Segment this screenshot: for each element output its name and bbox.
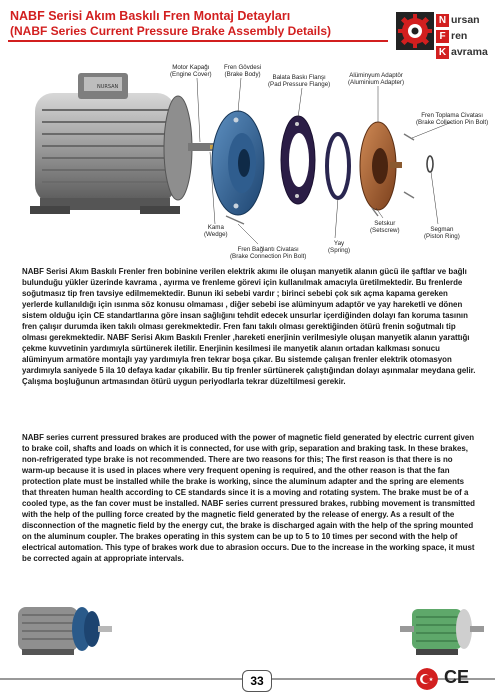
logo-word: ren	[451, 30, 468, 42]
motor-image	[30, 73, 222, 214]
label-connection-pin: Fren Bağlantı Civatası (Brake Connection Pin Bolt)	[230, 246, 307, 261]
gear-logo-icon	[396, 12, 434, 50]
logo-letter: K	[436, 46, 449, 59]
label-spring: Yay (Spring)	[328, 240, 351, 255]
page-number: 33	[242, 670, 272, 692]
pad-pressure-flange-image	[281, 116, 315, 204]
turkish-flag-icon	[416, 668, 438, 690]
logo-word: avrama	[451, 46, 488, 58]
brake-motor-photo-left	[8, 593, 118, 665]
ce-mark-icon: CE	[444, 667, 470, 687]
piston-ring-image	[427, 156, 433, 172]
label-setscrew: Setskur (Setscrew)	[370, 220, 400, 235]
logo-word: ursan	[451, 14, 480, 26]
logo-letter: F	[436, 30, 449, 43]
label-aluminum-adapter: Alüminyum Adaptör (Aluminium Adapter)	[348, 72, 405, 87]
paragraph-english: NABF series current pressured brakes are produced with the power of magnetic field generated by electric current given to brake coil, shafts and loads on which it is connected, for use with grip, separation and braking task. In these brakes, non-refrigerated type brake is not recommended. There are two reasons for this; The first reason is that there is no warm-up because it is used in places where very frequent opening is required, and the other reason is that the fan protection plate must be installed while the brake is working, since the aluminum adapter and the spring are elements that threaten human health according to CE standards since it is a moving and rotating system. The brake must be of a cooled type, as the fan cover must be installed. NABF series current pressured brakes, rubbing movement is transmitted with the help of the pulling force created by the magnetic field generated by the release of energy. As a result of the disconnection of the magnetic field by the energy cut, the brake is discharged again with the help of the spring mounted on the aluminum coupler. The brakes operating in this system can be up to 5 to 10 times per second with the help of electrical automation. This type of brakes work due to abrasion occurs. Due to the increase in the working space, it must be corrected again at appropriate intervals.	[22, 433, 475, 563]
label-brake-collection-pin: Fren Toplama Civatası (Brake Collection Pin Bolt)	[416, 112, 489, 127]
motor-nameplate: NURSAN	[97, 84, 119, 90]
label-pad-pressure-flange: Balata Baskı Flanşı (Pad Pressure Flange)	[268, 74, 331, 89]
label-wedge: Kama (Wedge)	[204, 224, 228, 239]
paragraph-turkish: NABF Serisi Akım Baskılı Frenler fren bobinine verilen elektrik akımı ile oluşan manyetik alanın gücü ile şaftlar ve bağlı bulunduğu yükler üzerinde kavrama , ayırma ve frenleme görevi için kullanılmak amacıyla üretilmektedir. Bu frenlerde soğutmasız tip fren tavsiye edilmemektedir. Bunun iki sebebi vardır ; birinci sebebi çok sık açma kapama gereken yerlerde kullanıldığı için ısınma söz konusu olmaması , diğer sebebi ise alüminyum adaptör ve yay hareketli ve dönen sistem olduğu için CE standartlarına göre insan sağlığını tehdit edecek unsurlar içerdiğinden dolayı fan koruma tasının fren çalışır durumda iken takılı olması gerekmektedir. Fren fanı takılı olması gerektiğinden ötürü frenin soğutmalı tip olması gerekmektedir. NABF Serisi Akım Baskılı Frenler ,hareketi enerjinin verilmesiyle oluşan manyetik alanın yarattığı çekme kuvvetinin yardımıyla sürtünerek iletilir. Enerjinin kesilmesi ile manyetik alanın ortadan kalkması sonucu alüminyum armatöre montajlı yay yardımıyla fren tekrar boşa çıkar. Bu sistemde çalışan frenler elektrik otomasyon yardımıyla saniyede 5 ila 10 defaya kadar çıkabilir. Bu tip frenler sürtünerek çalıştığından dolayı aşınmalar meydana gelir. Çalışma boşluğunun artmasından ötürü uygun periyodlarla tekrar düzeltilmesi gerekir.	[22, 267, 476, 386]
brake-motor-photo-right	[396, 593, 488, 665]
label-piston-ring: Segman (Piston Ring)	[424, 226, 460, 241]
aluminum-adapter-image	[360, 122, 402, 210]
brake-assembly-diagram	[0, 48, 495, 263]
spring-image	[327, 134, 349, 198]
label-motor-cover: Motor Kapağı (Engine Cover)	[170, 64, 212, 79]
page-title-en: (NABF Series Current Pressure Brake Assembly Details)	[10, 24, 332, 38]
label-brake-body: Fren Gövdesi (Brake Body)	[224, 64, 262, 79]
logo-letter: N	[436, 14, 449, 27]
page-title-tr: NABF Serisi Akım Baskılı Fren Montaj Detayları	[10, 9, 291, 23]
brake-body-image	[212, 111, 264, 215]
title-underline	[8, 40, 388, 42]
